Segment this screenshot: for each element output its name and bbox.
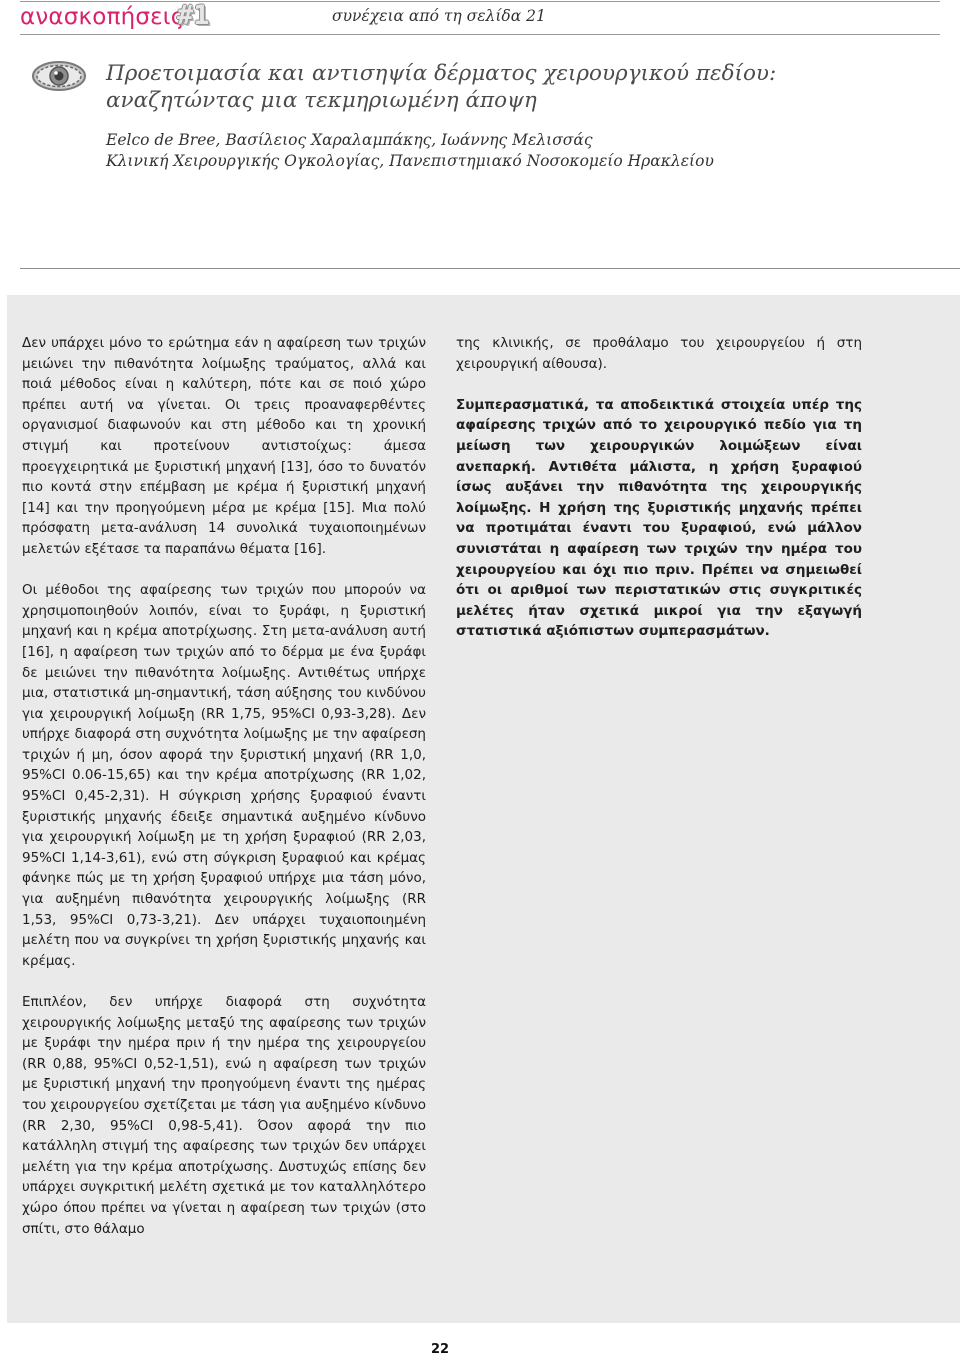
paragraph: Οι μέθοδοι της αφαίρεσης των τριχών που μπορούν να χρησιμοποιηθούν λοιπόν, είναι το ξυράφι, η ξυριστική μηχανή και η κρέμα αποτρίχωσης. Στη μετα-ανάλυση αυτή [16], η αφαίρεση των τριχών από το δέρμα με ένα ξυράφι δε μειώνει την πιθανότητα λοίμωξης. Αντιθέτως υπήρχε μια, στατιστικά μη-σημαντική, τάση αύξησης του κινδύνου για χειρουργική λοίμωξη (RR 1,75, 95%CI 0,93-3,28). Δεν υπήρχε διαφορά στη συχνότητα λοίμωξης με την αφαίρεση τριχών ή μη, όσον αφορά την ξυριστική μηχανή (RR 1,0, 95%CI 0.06-15,65) και την κρέμα αποτρίχωσης (RR 1,02, 95%CI 0,45-2,31). Η σύγκριση χρήσης ξυραφιού έναντι ξυριστικής μηχανής έδειξε σημαντικά αυξημένο κίνδυνο για χειρουργική λοίμωξη με τη χρήση ξυραφιού (RR 2,03, 95%CI 1,14-3,61), ενώ στη σύγκριση ξυραφιού και κρέμας φάνηκε πώς με τη χρήση ξυραφιού υπήρχε μια τάση μόνο, για αυξημένη πιθανότητα χειρουργικής λοίμωξης (RR 1,53, 95%CI 0,73-3,21). Δεν υπάρχει τυχαιοποιημένη μελέτη που να συγκρίνει τη χρήση ξυριστικής μηχανής και κρέμας. xyxy=(22,582,426,969)
page-number: 22 xyxy=(430,1342,450,1357)
paragraph: Δεν υπάρχει μόνο το ερώτημα εάν η αφαίρεση των τριχών μειώνει την πιθανότητα λοίμωξης τραύματος, αλλά και ποιά μέθοδος είναι η καλύτερη, πότε και σε ποιό χώρο πρέπει αυτή να γίνεται. Οι τρεις προαναφερθέντες οργανισμοί διαφωνούν και στη μέθοδο και τη χρονική στιγμή και προτείνουν αντιστοίχως: άμεσα προεγχειρητικά με ξυριστική μηχανή [13], όσο το δυνατόν πιο κοντά στην επέμβαση με κρέμα ή ξυριστική μηχανή [14] και την προηγούμενη μέρα με κρέμα [15]. Μια πολύ πρόσφατη μετα-ανάλυση 14 συνολικά τυχαιοποιημένων μελετών εξέτασε τα παραπάνω θέματα [16]. xyxy=(22,335,426,557)
continued-from: συνέχεια από τη σελίδα 21 xyxy=(332,7,546,25)
affiliation: Κλινική Χειρουργικής Ογκολογίας, Πανεπιστημιακό Νοσοκομείο Ηρακλείου xyxy=(106,152,714,170)
authors: Eelco de Bree, Βασίλειος Χαραλαμπάκης, Ιωάννης Μελισσάς xyxy=(106,131,593,149)
right-column xyxy=(456,333,862,642)
article-title xyxy=(106,60,926,114)
article-title-line-1: Προετοιμασία και αντισηψία δέρματος χειρουργικού πεδίου: xyxy=(106,61,777,86)
title-divider xyxy=(20,268,960,269)
paragraph: της κλινικής, σε προθάλαμο του χειρουργείου ή στη χειρουργική αίθουσα). xyxy=(456,335,862,372)
header-rule-bottom xyxy=(20,34,940,35)
eye-icon xyxy=(30,58,88,94)
paragraph: Επιπλέον, δεν υπήρχε διαφορά στη συχνότητα χειρουργικής λοίμωξης μεταξύ της αφαίρεσης των τριχών με ξυράφι την ημέρα πριν ή την ημέρα της χειρουργείου (RR 0,88, 95%CI 0,52-1,51), ενώ η αφαίρεση των τριχών με ξυριστική μηχανή την προηγούμενη έναντι της ημέρας του χειρουργείου σχετίζεται με τάση για αυξημένο κίνδυνο (RR 2,30, 95%CI 0,98-5,41). Όσον αφορά την πιο κατάλληλη στιγμή της αφαίρεσης των τριχών δεν υπάρχει μελέτη για την κρέμα αποτρίχωσης. Δυστυχώς επίσης δεν υπάρχει συγκριτική μελέτη σχετικά με τον καταλληλότερο χώρο όπου πρέπει να γίνεται η αφαίρεση των τριχών (στο σπίτι, στο θάλαμο xyxy=(22,994,426,1237)
section-number: #1 xyxy=(177,0,210,31)
section-label: ανασκοπήσεις xyxy=(20,4,185,30)
left-column xyxy=(22,333,426,1239)
article-title-line-2: αναζητώντας μια τεκμηριωμένη άποψη xyxy=(106,88,537,113)
page-header xyxy=(20,0,940,36)
conclusion-paragraph: Συμπερασματικά, τα αποδεικτικά στοιχεία υπέρ της αφαίρεσης τριχών από το χειρουργικό πεδίο για τη μείωση των χειρουργικών λοιμώξεων είναι ανεπαρκή. Αντιθέτα μάλιστα, η χρήση ξυραφιού ίσως αυξάνει την πιθανότητα της χειρουργικής λοίμωξης. Η χρήση της ξυριστικής μηχανής πρέπει να προτιμάται έναντι του ξυραφιού, ενώ μάλλον συνιστάται η αφαίρεση των τριχών την ημέρα του χειρουργείου και όχι πιο πριν. Πρέπει να σημειωθεί ότι οι αριθμοί των περιστατικών στις συγκριτικές μελέτες ήταν σχετικά μικροί για την εξαγωγή στατιστικά αξιόπιστων συμπερασμάτων. xyxy=(456,396,862,640)
article-byline xyxy=(106,130,926,172)
